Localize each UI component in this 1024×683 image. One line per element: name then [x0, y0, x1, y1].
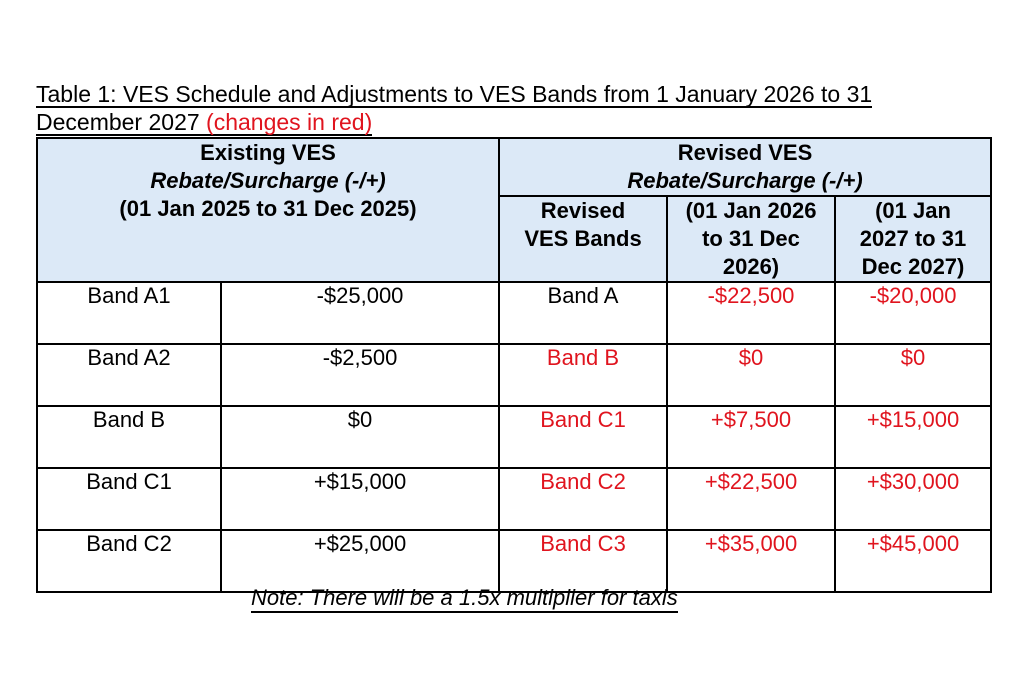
- existing-ves-header: [37, 138, 499, 282]
- caption-line-1: Table 1: VES Schedule and Adjustments to VES Bands from 1 January 2026 to 31: [36, 81, 873, 107]
- existing-value-cell: -$2,500: [221, 344, 499, 406]
- revised-band-cell: Band C2: [499, 468, 667, 530]
- revised-band-cell: Band A: [499, 282, 667, 344]
- value-2027-cell: +$30,000: [835, 468, 991, 530]
- revised-bands-line2: VES Bands: [524, 226, 642, 251]
- revised-ves-title: Revised VES: [677, 140, 813, 165]
- revised-bands-col-header: [499, 196, 667, 282]
- value-2027-cell: $0: [835, 344, 991, 406]
- period-2026-line2: to 31 Dec: [702, 226, 800, 251]
- ves-table: [36, 137, 992, 593]
- existing-band-cell: Band A2: [37, 344, 221, 406]
- table-row: [37, 406, 991, 468]
- period-2026-line3: 2026): [722, 254, 780, 279]
- value-2026-cell: +$7,500: [667, 406, 835, 468]
- period-2027-line2: 2027 to 31: [859, 226, 967, 251]
- existing-value-cell: +$25,000: [221, 530, 499, 592]
- table-row: [37, 530, 991, 592]
- value-2026-cell: +$22,500: [667, 468, 835, 530]
- revised-ves-header: [499, 138, 991, 196]
- existing-ves-title: Existing VES: [200, 140, 336, 165]
- table-row: [37, 344, 991, 406]
- table-row: [37, 282, 991, 344]
- table-caption: [36, 80, 936, 136]
- revised-band-cell: Band B: [499, 344, 667, 406]
- existing-ves-period: (01 Jan 2025 to 31 Dec 2025): [119, 196, 417, 221]
- period-2027-line3: Dec 2027): [861, 254, 965, 279]
- caption-changes-note: (changes in red): [206, 109, 373, 135]
- value-2026-cell: +$35,000: [667, 530, 835, 592]
- revised-band-cell: Band C3: [499, 530, 667, 592]
- existing-band-cell: Band C2: [37, 530, 221, 592]
- value-2026-cell: -$22,500: [667, 282, 835, 344]
- existing-band-cell: Band A1: [37, 282, 221, 344]
- existing-band-cell: Band C1: [37, 468, 221, 530]
- existing-ves-subtitle: Rebate/Surcharge (-/+): [150, 168, 386, 193]
- existing-band-cell: Band B: [37, 406, 221, 468]
- existing-value-cell: +$15,000: [221, 468, 499, 530]
- revised-ves-subtitle: Rebate/Surcharge (-/+): [627, 168, 863, 193]
- existing-value-cell: $0: [221, 406, 499, 468]
- period-2026-line1: (01 Jan 2026: [685, 198, 817, 223]
- revised-band-cell: Band C1: [499, 406, 667, 468]
- period-2027-line1: (01 Jan: [875, 198, 951, 223]
- caption-line-2: [36, 110, 372, 136]
- table-row: [37, 468, 991, 530]
- revised-bands-line1: Revised: [540, 198, 626, 223]
- period-2026-col-header: [667, 196, 835, 282]
- value-2027-cell: +$15,000: [835, 406, 991, 468]
- value-2027-cell: +$45,000: [835, 530, 991, 592]
- taxi-multiplier-note: Note: There will be a 1.5x multiplier for taxis: [251, 585, 678, 613]
- existing-value-cell: -$25,000: [221, 282, 499, 344]
- period-2027-col-header: [835, 196, 991, 282]
- value-2027-cell: -$20,000: [835, 282, 991, 344]
- value-2026-cell: $0: [667, 344, 835, 406]
- caption-date: December 2027: [36, 109, 200, 135]
